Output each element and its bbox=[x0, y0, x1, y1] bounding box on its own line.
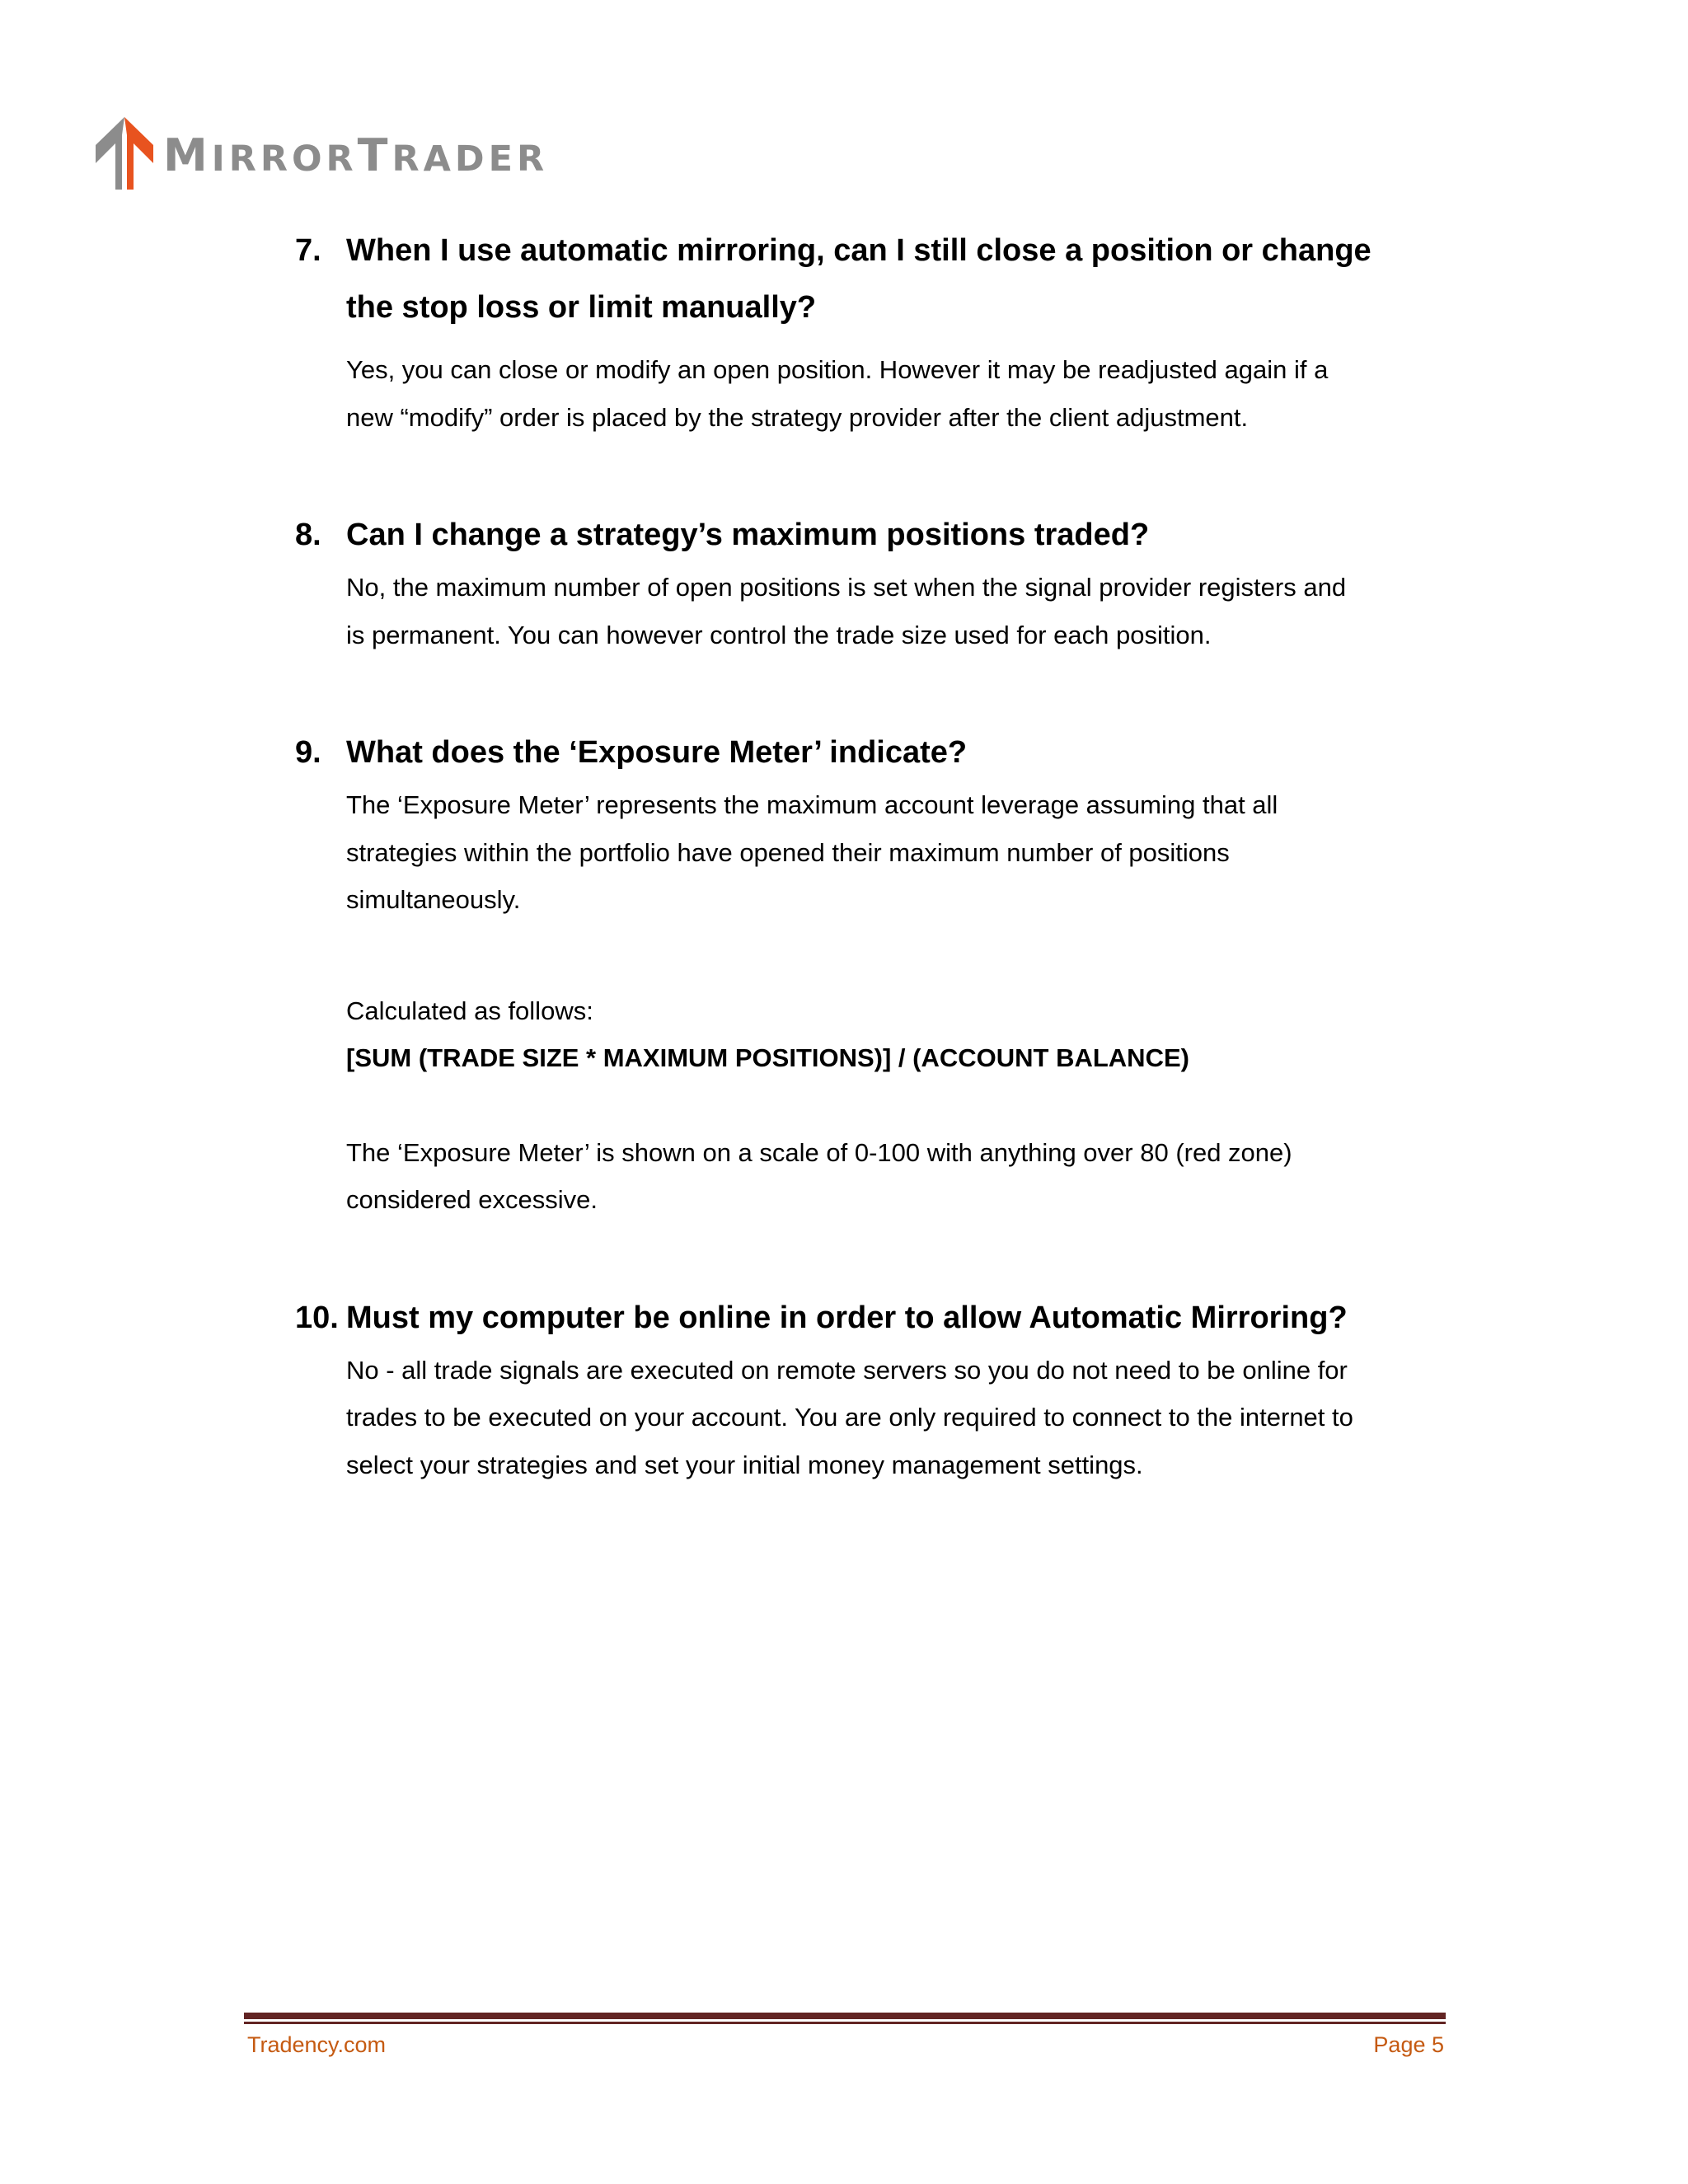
faq-item-9 bbox=[295, 724, 1449, 1224]
faq-content bbox=[295, 223, 1449, 1488]
calculation-label: Calculated as follows: bbox=[346, 996, 593, 1025]
logo-wordmark: MIRRORTRADER bbox=[163, 129, 549, 181]
faq-item-8 bbox=[295, 507, 1449, 658]
answer-text: No - all trade signals are executed on remote servers so you do not need to be online for trades to be executed on your account. You are only required to connect to the internet to select your strategies and set your initial money management settings. bbox=[346, 1355, 1353, 1479]
question-heading: Can I change a strategy’s maximum positions traded? bbox=[346, 518, 1150, 552]
mirrortrader-logo bbox=[94, 115, 548, 191]
answer-text: No, the maximum number of open positions is set when the signal provider registers and is permanent. You can however control the trade size used for each position. bbox=[346, 573, 1347, 649]
question-number: 10. bbox=[295, 1300, 339, 1335]
question-heading: What does the ‘Exposure Meter’ indicate? bbox=[346, 735, 968, 770]
question-number: 8. bbox=[295, 518, 321, 552]
exposure-formula: [SUM (TRADE SIZE * MAXIMUM POSITIONS)] / (ACCOUNT BALANCE) bbox=[346, 1043, 1189, 1072]
faq-item-7 bbox=[295, 223, 1449, 441]
scale-text: The ‘Exposure Meter’ is shown on a scale of 0-100 with anything over 80 (red zone) considered excessive. bbox=[346, 1137, 1292, 1214]
question-heading: When I use automatic mirroring, can I still close a position or change the stop loss or limit manually? bbox=[346, 233, 1372, 325]
question-number: 7. bbox=[295, 233, 321, 268]
footer-site-name: Tradency.com bbox=[247, 2032, 387, 2057]
arrow-logo-icon bbox=[94, 115, 155, 191]
question-number: 9. bbox=[295, 735, 321, 770]
faq-item-10 bbox=[295, 1290, 1449, 1489]
footer-rule bbox=[244, 2013, 1446, 2024]
footer-page-number: Page 5 bbox=[1373, 2032, 1444, 2057]
answer-text: The ‘Exposure Meter’ represents the maximum account leverage assuming that all strategies within the portfolio have opened their maximum number of positions simultaneously. bbox=[346, 790, 1278, 914]
question-heading: Must my computer be online in order to allow Automatic Mirroring? bbox=[346, 1300, 1348, 1335]
answer-text: Yes, you can close or modify an open position. However it may be readjusted again if a new “modify” order is placed by the strategy provider after the client adjustment. bbox=[346, 355, 1329, 432]
